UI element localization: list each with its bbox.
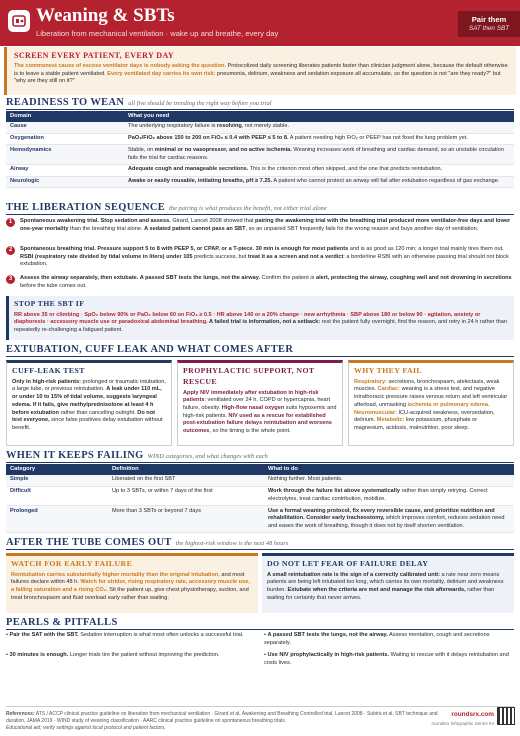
table-cell: Up to 3 SBTs, or within 7 days of the first: [108, 486, 264, 505]
why-label: Neuromuscular:: [354, 409, 397, 416]
failing-col-definition: Definition: [108, 464, 264, 475]
cell-bold: PaO₂/FiO₂ above 150 to 200 on FiO₂ ≤ 0.4 with PEEP ≤ 5 to 8.: [128, 135, 289, 142]
footer-note: Educational aid; verify settings against local protocol and patient factors.: [6, 724, 166, 731]
table-cell: [124, 164, 514, 176]
footer-rule: [6, 706, 514, 707]
step-number-badge: 2: [6, 246, 15, 255]
after-title: AFTER THE TUBE COMES OUT: [6, 537, 172, 548]
pair-them-badge: [458, 11, 520, 37]
table-row: [6, 122, 514, 133]
step-part: and is as good as 120 min; a longer trial mainly tires them out.: [348, 246, 504, 252]
after-rule: [6, 549, 514, 550]
extubation-rule: [6, 356, 514, 357]
why-label: ischemia or pulmonary edema.: [407, 401, 490, 408]
pair-badge-sub: SAT then SBT: [468, 25, 510, 33]
liberation-step: [6, 218, 514, 233]
table-row: [6, 506, 514, 533]
card-bold: Only in high-risk patients:: [12, 378, 81, 385]
readiness-col-domain: Domain: [6, 111, 124, 122]
table-cell: [264, 506, 514, 533]
table-cell: [124, 122, 514, 133]
table-cell: [124, 133, 514, 145]
table-cell: More than 3 SBTs or beyond 7 days: [108, 506, 264, 533]
cuff-leak-card: [6, 360, 172, 446]
failing-heading: [6, 450, 268, 461]
cell-text: A patient who cannot protect an airway will fail after extubation regardless of gas exchange.: [272, 178, 500, 185]
site-url[interactable]: roundsrx.com: [451, 711, 494, 718]
series-label: roundsrx Infographic Series #4: [431, 721, 494, 726]
readiness-table: [6, 111, 514, 188]
page-title: Weaning & SBTs: [36, 5, 175, 26]
cell-bold: minimal or no vasopressor, and no active ischemia.: [154, 146, 292, 153]
card-emph: Watch for stridor, rising respiratory rate, accessory muscle use, a falling saturation and a rising CO₂.: [11, 579, 250, 594]
table-cell: Cause: [6, 122, 124, 133]
screen-title: SCREEN EVERY PATIENT, EVERY DAY: [14, 51, 175, 60]
extubation-heading: [6, 344, 293, 355]
screen-lead: The commonest cause of excess ventilator days is nobody asking the question.: [14, 63, 226, 70]
card-part: suits hypoxemic and high-risk patients.: [183, 404, 337, 419]
card-part: rather than cancelling outright.: [58, 409, 138, 416]
pearl-text: Sedation interruption is what most often unlocks a successful trial.: [78, 632, 244, 638]
pearl-item: • Pair the SAT with the SBT. Sedation interruption is what most often unlocks a successful trial.: [6, 632, 244, 638]
liberation-step: [6, 246, 514, 269]
table-cell: [124, 145, 514, 164]
card-part: , so the timing is the whole point.: [209, 428, 291, 435]
card-part: : ventilated over 24 h, COPD or hypercapnia, heart failure, obesity.: [183, 397, 331, 411]
card-bold: NIV used as a rescue for established post-extubation failure delays reintubation and worsens outcomes: [183, 412, 332, 435]
failing-table: [6, 464, 514, 533]
watch-early-failure-card: [6, 553, 258, 613]
stop-criteria: RR above 35 or climbing · SpO₂ below 90% or PaO₂ below 60 on FiO₂ ≥ 0.5 · HR above 140 or a 20% change · new arrhythmia · SBP above 180 or below 90 · agitation, anxiety or diaphoresis · accessory muscle use or paradoxical abdominal breathing.: [14, 311, 481, 326]
header-banner: [0, 0, 520, 46]
step-bold: treat it as a screen and not a verdict: [247, 253, 344, 260]
fear-of-failure-card: [262, 553, 514, 613]
cuff-title: CUFF-LEAK TEST: [12, 366, 85, 375]
cell-text: rather than simply retrying. Correct electrolytes, treat cardiac contribution, mobilize.: [268, 488, 488, 502]
table-cell: [264, 475, 514, 486]
references-text: ATS / ACCP clinical practice guideline on liberation from mechanical ventilation · Girard et al, Awakening and Breathing Controlled trial, Lancet 2008 · Subirà et al, SBT technique and duration, JAMA 2019 · WIND study of weaning classification · AARC clinical practice guideline on spontaneous breathing trials.: [6, 711, 438, 724]
card-part: rather than waiting for certainty that never arrives.: [267, 587, 495, 601]
step-text: [20, 275, 514, 290]
step-part: Confirm the patient is: [260, 275, 316, 281]
table-cell: Difficult: [6, 486, 108, 505]
step-part: : a borderline RSBI with an otherwise passing trial should not block extubation.: [20, 253, 509, 268]
cell-bold: resolving: [216, 123, 242, 130]
pearl-bold: Use NIV prophylactically in high-risk patients.: [267, 652, 390, 658]
watch-text: [11, 572, 253, 603]
card-bold: A leak under 110 mL, or under 10 to 15% of tidal volume, suggests laryngeal edema. If it fails, give methylprednisolone at least 4 h before extubation: [12, 386, 162, 416]
table-cell: Oxygenation: [6, 133, 124, 145]
cell-text: Nothing further. Most patients.: [268, 476, 343, 483]
card-part: ICU-acquired weakness, oversedation, delirium.: [354, 409, 495, 424]
after-subtitle: the highest-risk window is the next 48 hours: [175, 540, 289, 547]
step-bold: A sedated patient cannot pass an SBT: [144, 225, 246, 232]
cell-text: which improves comfort, reduces sedation need and eases the work of breathing, though it does not by itself shorten ventilation.: [268, 515, 505, 530]
step-number-badge: 1: [6, 218, 15, 227]
step-part: , so an unpaired SBT frequently fails for the wrong reason and buys another day of ventilation.: [245, 225, 479, 232]
stop-tail: rest the patient fully overnight, find the reason, and retry in 24 h rather than repeatedly re-challenging a fatigued patient.: [14, 319, 507, 334]
step-bold: Spontaneous breathing trial. Pressure support 5 to 8 with PEEP 5, or CPAP, or a T-piece. 30 min is enough for most patients: [20, 246, 349, 252]
cell-text: Weaning increases work of breathing and cardiac demand, so an unstable circulation fails the trial for cardiac reasons.: [128, 146, 504, 161]
card-bold: High-flow nasal oxygen: [221, 404, 285, 411]
table-cell: Hemodynamics: [6, 145, 124, 164]
failing-subtitle: WIND categories, and what changes with each: [147, 453, 268, 460]
card-part: secretions, bronchospasm, atelectasis, weak muscles.: [354, 378, 500, 393]
table-row: [6, 475, 514, 486]
table-cell: Neurologic: [6, 176, 124, 188]
pair-badge-title: Pair them: [471, 15, 507, 24]
failing-title: WHEN IT KEEPS FAILING: [6, 450, 144, 461]
pearl-bold: A passed SBT tests the lungs, not the airway.: [267, 632, 388, 638]
fear-title: DO NOT LET FEAR OF FAILURE DELAY: [267, 559, 429, 568]
why-label: Cardiac:: [377, 386, 401, 393]
ventilator-logo-icon: [8, 10, 30, 32]
fear-text: [267, 572, 509, 603]
why-text: [354, 379, 508, 433]
pearl-bold: Pair the SAT with the SBT.: [9, 632, 79, 638]
table-row: [6, 176, 514, 188]
step-part: before the tube comes out.: [20, 282, 87, 289]
after-heading: [6, 537, 288, 548]
card-part: since false positives delay extubation without benefit.: [12, 417, 163, 432]
step-bold: RSBI (respiratory rate divided by tidal volume in liters) under 105: [20, 253, 193, 260]
stop-title: STOP THE SBT IF: [14, 299, 85, 308]
table-row: [6, 164, 514, 176]
table-row: [6, 133, 514, 145]
readiness-heading: [6, 97, 272, 108]
step-part: Girard, Lancet 2008 showed that: [170, 218, 256, 224]
table-cell: [124, 176, 514, 188]
cell-bold: Work through the failure list above systematically: [268, 488, 401, 495]
step-bold: pairing the awakening trial with the breathing trial produced more ventilator-free days and lower one-year mortality: [20, 218, 511, 232]
cell-text: , not merely stable.: [241, 123, 290, 130]
pearl-item: • 30 minutes is enough. Longer trials tire the patient without improving the prediction.: [6, 652, 220, 658]
step-text: [20, 246, 514, 269]
table-cell: Prolonged: [6, 506, 108, 533]
screen-tail: pneumonia, delirium, weakness and sedation exposure all accumulate, so the question is not "are they ready?" but "why are they still on it?": [14, 70, 501, 85]
table-cell: Liberated on the first SBT: [108, 475, 264, 486]
cuff-text: [12, 379, 166, 433]
screen-text: [14, 63, 509, 86]
table-cell: Simple: [6, 475, 108, 486]
step-part: than the breathing trial alone.: [68, 225, 145, 232]
pearls-heading: [6, 617, 118, 628]
cell-bold: Awake or easily rousable, initiating breaths, pH ≥ 7.25.: [128, 178, 273, 185]
card-part: weaning is a stress test, and negative intrathoracic pressure raises venous return and left ventricular afterload, unmasking: [354, 386, 508, 408]
card-bold: Apply NIV immediately after extubation in high-risk patients: [183, 389, 319, 404]
pearl-item: • Use NIV prophylactically in high-risk patients. Waiting to rescue with it delays reintubation and costs lives.: [264, 652, 509, 666]
liberation-heading: [6, 202, 327, 213]
readiness-subtitle: all five should be trending the right way before you trial: [128, 100, 272, 107]
stop-text: [14, 312, 509, 335]
card-emph: Reintubation carries substantially higher mortality than the original intubation,: [11, 571, 220, 578]
proph-text: [183, 390, 337, 436]
liberation-step: [6, 275, 514, 290]
card-bold: A small reintubation rate is the sign of a correctly calibrated unit:: [267, 571, 440, 578]
failing-col-category: Category: [6, 464, 108, 475]
card-part: prolonged or traumatic intubation, a large tube, or previous reintubation.: [12, 378, 166, 393]
step-text: [20, 218, 514, 233]
liberation-subtitle: the pairing is what produces the benefit, not either trial alone: [169, 205, 327, 212]
step-number-badge: 3: [6, 275, 15, 284]
references: [6, 711, 446, 732]
cell-bold: Use a formal weaning protocol, fix every reversible cause, and prioritize nutrition and rehabilitation. Consider early tracheostomy,: [268, 507, 495, 522]
step-bold: alert, protecting the airway, coughing well and not drowning in secretions: [315, 275, 512, 281]
failing-rule: [6, 462, 514, 463]
cell-bold: Adequate cough and manageable secretions.: [128, 166, 249, 173]
stop-emph: A failed trial is information, not a setback:: [207, 319, 321, 326]
pearl-text: Assess mentation, cough and secretions separately.: [264, 632, 490, 646]
watch-title: WATCH FOR EARLY FAILURE: [11, 559, 133, 568]
qr-code-icon: [497, 707, 515, 725]
readiness-rule: [6, 109, 514, 110]
why-label: Metabolic:: [376, 417, 405, 424]
cell-text: This is the criterion most often skipped, and the one that predicts reintubation.: [248, 166, 443, 173]
card-part: a rate near zero means patients are being left intubated too long, which carries its own mortality, delirium and weakness burden.: [267, 571, 504, 594]
card-part: and most failures declare within 48 h.: [11, 571, 245, 586]
stop-sbt-callout: [6, 296, 514, 340]
pearl-text: Longer trials tire the patient without improving the prediction.: [68, 652, 220, 658]
pearls-rule: [6, 629, 514, 630]
cell-text: The underlying respiratory failure is: [128, 123, 217, 130]
table-row: [6, 486, 514, 505]
card-bold: Extubate when the criteria are met and manage the risk afterwards,: [287, 587, 466, 594]
extubation-title: EXTUBATION, CUFF LEAK AND WHAT COMES AFTER: [6, 344, 294, 355]
pearl-item: • A passed SBT tests the lungs, not the airway. Assess mentation, cough and secretions separately.: [264, 632, 490, 646]
cell-text: Stable, on: [128, 146, 155, 153]
card-part: low potassium, phosphate or magnesium, acidosis, malnutrition, poor sleep.: [354, 417, 478, 432]
failing-col-action: What to do: [264, 464, 514, 475]
card-part: Sit the patient up, give chest physiotherapy, suction, and treat bronchospasm and fluid overload early rather than waiting.: [11, 587, 249, 601]
step-bold: Spontaneous awakening trial. Stop sedation and assess.: [20, 218, 171, 224]
pearl-text: Waiting to rescue with it delays reintubation and costs lives.: [264, 652, 509, 666]
table-cell: [264, 486, 514, 505]
prophylactic-support-card: [177, 360, 343, 446]
table-cell: Airway: [6, 164, 124, 176]
readiness-title: READINESS TO WEAN: [6, 97, 125, 108]
pearls-title: PEARLS & PITFALLS: [6, 617, 118, 628]
why-title: WHY THEY FAIL: [354, 366, 423, 375]
card-bold: Do not test everyone,: [12, 409, 156, 424]
why-they-fail-card: [348, 360, 514, 446]
step-bold: Assess the airway separately, then extubate. A passed SBT tests the lungs, not the airway.: [20, 275, 260, 281]
screen-risk: Every ventilated day carries its own risk:: [107, 70, 216, 77]
cell-text: A patient needing high FiO₂ or PEEP has not fixed the lung problem yet.: [288, 135, 468, 142]
references-label: References:: [6, 711, 35, 717]
liberation-rule: [6, 214, 514, 215]
step-part: predicts success, but: [192, 253, 248, 260]
readiness-col-need: What you need: [124, 111, 514, 122]
screen-callout: [4, 47, 516, 95]
pearl-bold: 30 minutes is enough.: [9, 652, 69, 658]
page-subtitle: Liberation from mechanical ventilation · wake up and breathe, every day: [36, 29, 279, 38]
why-label: Respiratory:: [354, 378, 387, 385]
proph-title: PROPHYLACTIC SUPPORT, NOT RESCUE: [183, 366, 315, 386]
table-row: [6, 145, 514, 164]
liberation-title: THE LIBERATION SEQUENCE: [6, 202, 166, 213]
screen-body: Protocolized daily screening liberates patients faster than clinician judgment alone, because the default otherwise is to leave a stable patient ventilated.: [14, 63, 508, 77]
